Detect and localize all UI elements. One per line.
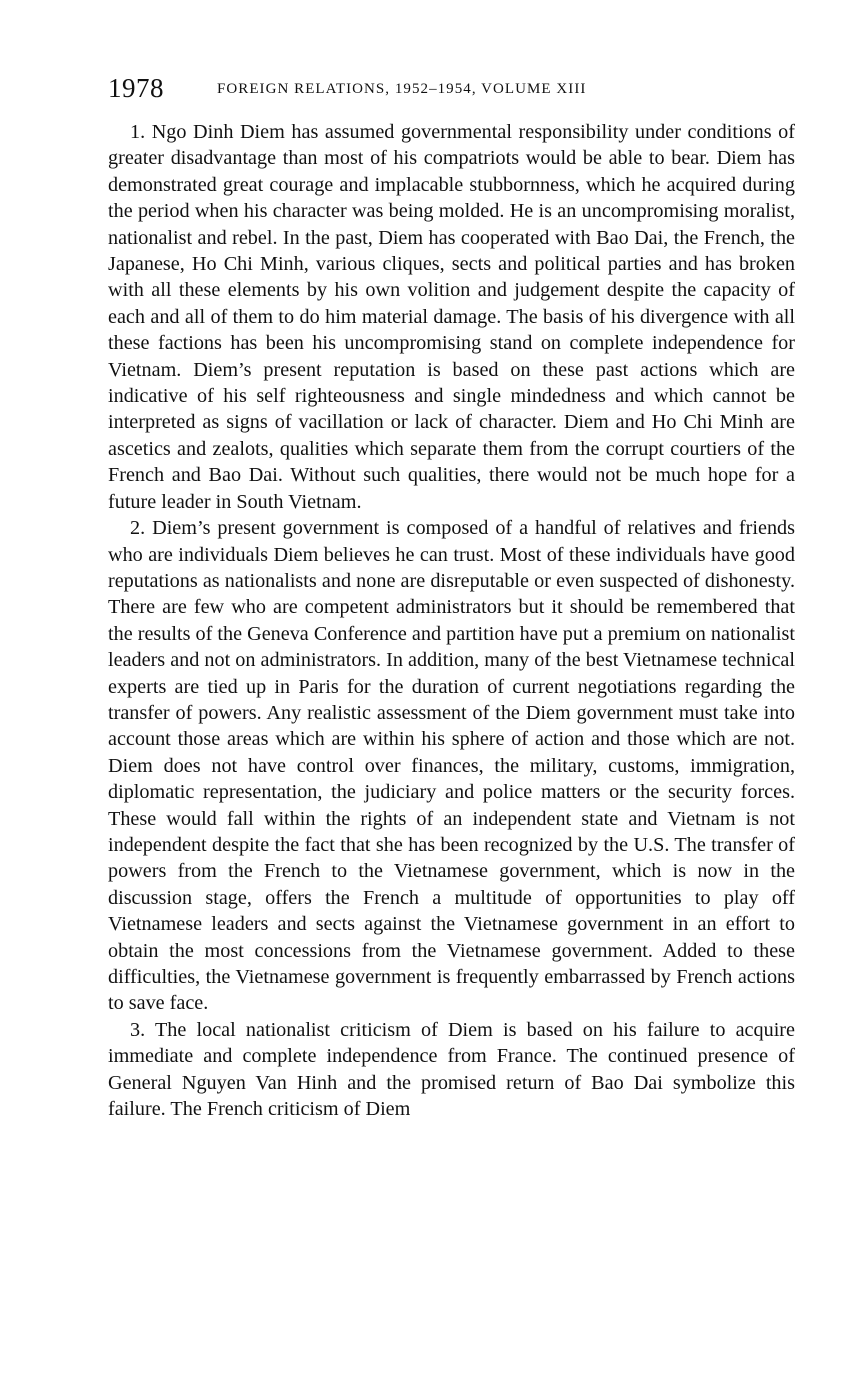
body-text	[108, 119, 795, 1122]
running-head-title: FOREIGN RELATIONS, 1952–1954, VOLUME XIII	[217, 81, 587, 97]
page-number: 1978	[108, 73, 164, 103]
paragraph-1: 1. Ngo Dinh Diem has assumed governmental responsibility under conditions of greater disadvantage than most of his compatriots would be able to bear. Diem has demonstrated great courage and implacable stubbornness, which he acquired during the period when his character was being molded. He is an uncompromising moralist, nationalist and rebel. In the past, Diem has cooperated with Bao Dai, the French, the Japanese, Ho Chi Minh, various cliques, sects and political parties and has broken with all these elements by his own volition and judgement despite the capacity of each and all of them to do him material damage. The basis of his divergence with all these factions has been his uncompromising stand on complete independence for Vietnam. Diem’s present reputation is based on these past actions which are indicative of his self righteousness and single mindedness and which cannot be interpreted as signs of vacillation or lack of character. Diem and Ho Chi Minh are ascetics and zealots, qualities which separate them from the corrupt courtiers of the French and Bao Dai. Without such qualities, there would not be much hope for a future leader in South Vietnam.	[108, 121, 795, 513]
running-head	[108, 70, 798, 110]
paragraph-3: 3. The local nationalist criticism of Diem is based on his failure to acquire immediate and complete independence from France. The continued presence of General Nguyen Van Hinh and the promised return of Bao Dai symbolize this failure. The French criticism of Diem	[108, 1018, 795, 1121]
paragraph-2: 2. Diem’s present government is composed of a handful of relatives and friends who are individuals Diem believes he can trust. Most of these individuals have good reputations as nationalists and none are disreputable or even suspected of dishonesty. There are few who are competent administrators but it should be remembered that the results of the Geneva Conference and partition have put a premium on nationalist leaders and not on administrators. In addition, many of the best Vietnamese technical experts are tied up in Paris for the duration of current negotiations regarding the transfer of powers. Any realistic assessment of the Diem government must take into account those areas which are within his sphere of action and those which are not. Diem does not have control over finances, the military, customs, immigration, diplomatic representation, the judiciary and police matters or the security forces. These would fall within the rights of an independent state and Vietnam is not independent despite the fact that she has been recognized by the U.S. The transfer of powers from the French to the Vietnamese government, which is now in the discussion stage, offers the French a multitude of opportunities to play off Vietnamese leaders and sects against the Vietnamese government in an effort to obtain the most concessions from the Vietnamese government. Added to these difficulties, the Vietnamese government is frequently embarrassed by French actions to save face.	[108, 517, 795, 1015]
